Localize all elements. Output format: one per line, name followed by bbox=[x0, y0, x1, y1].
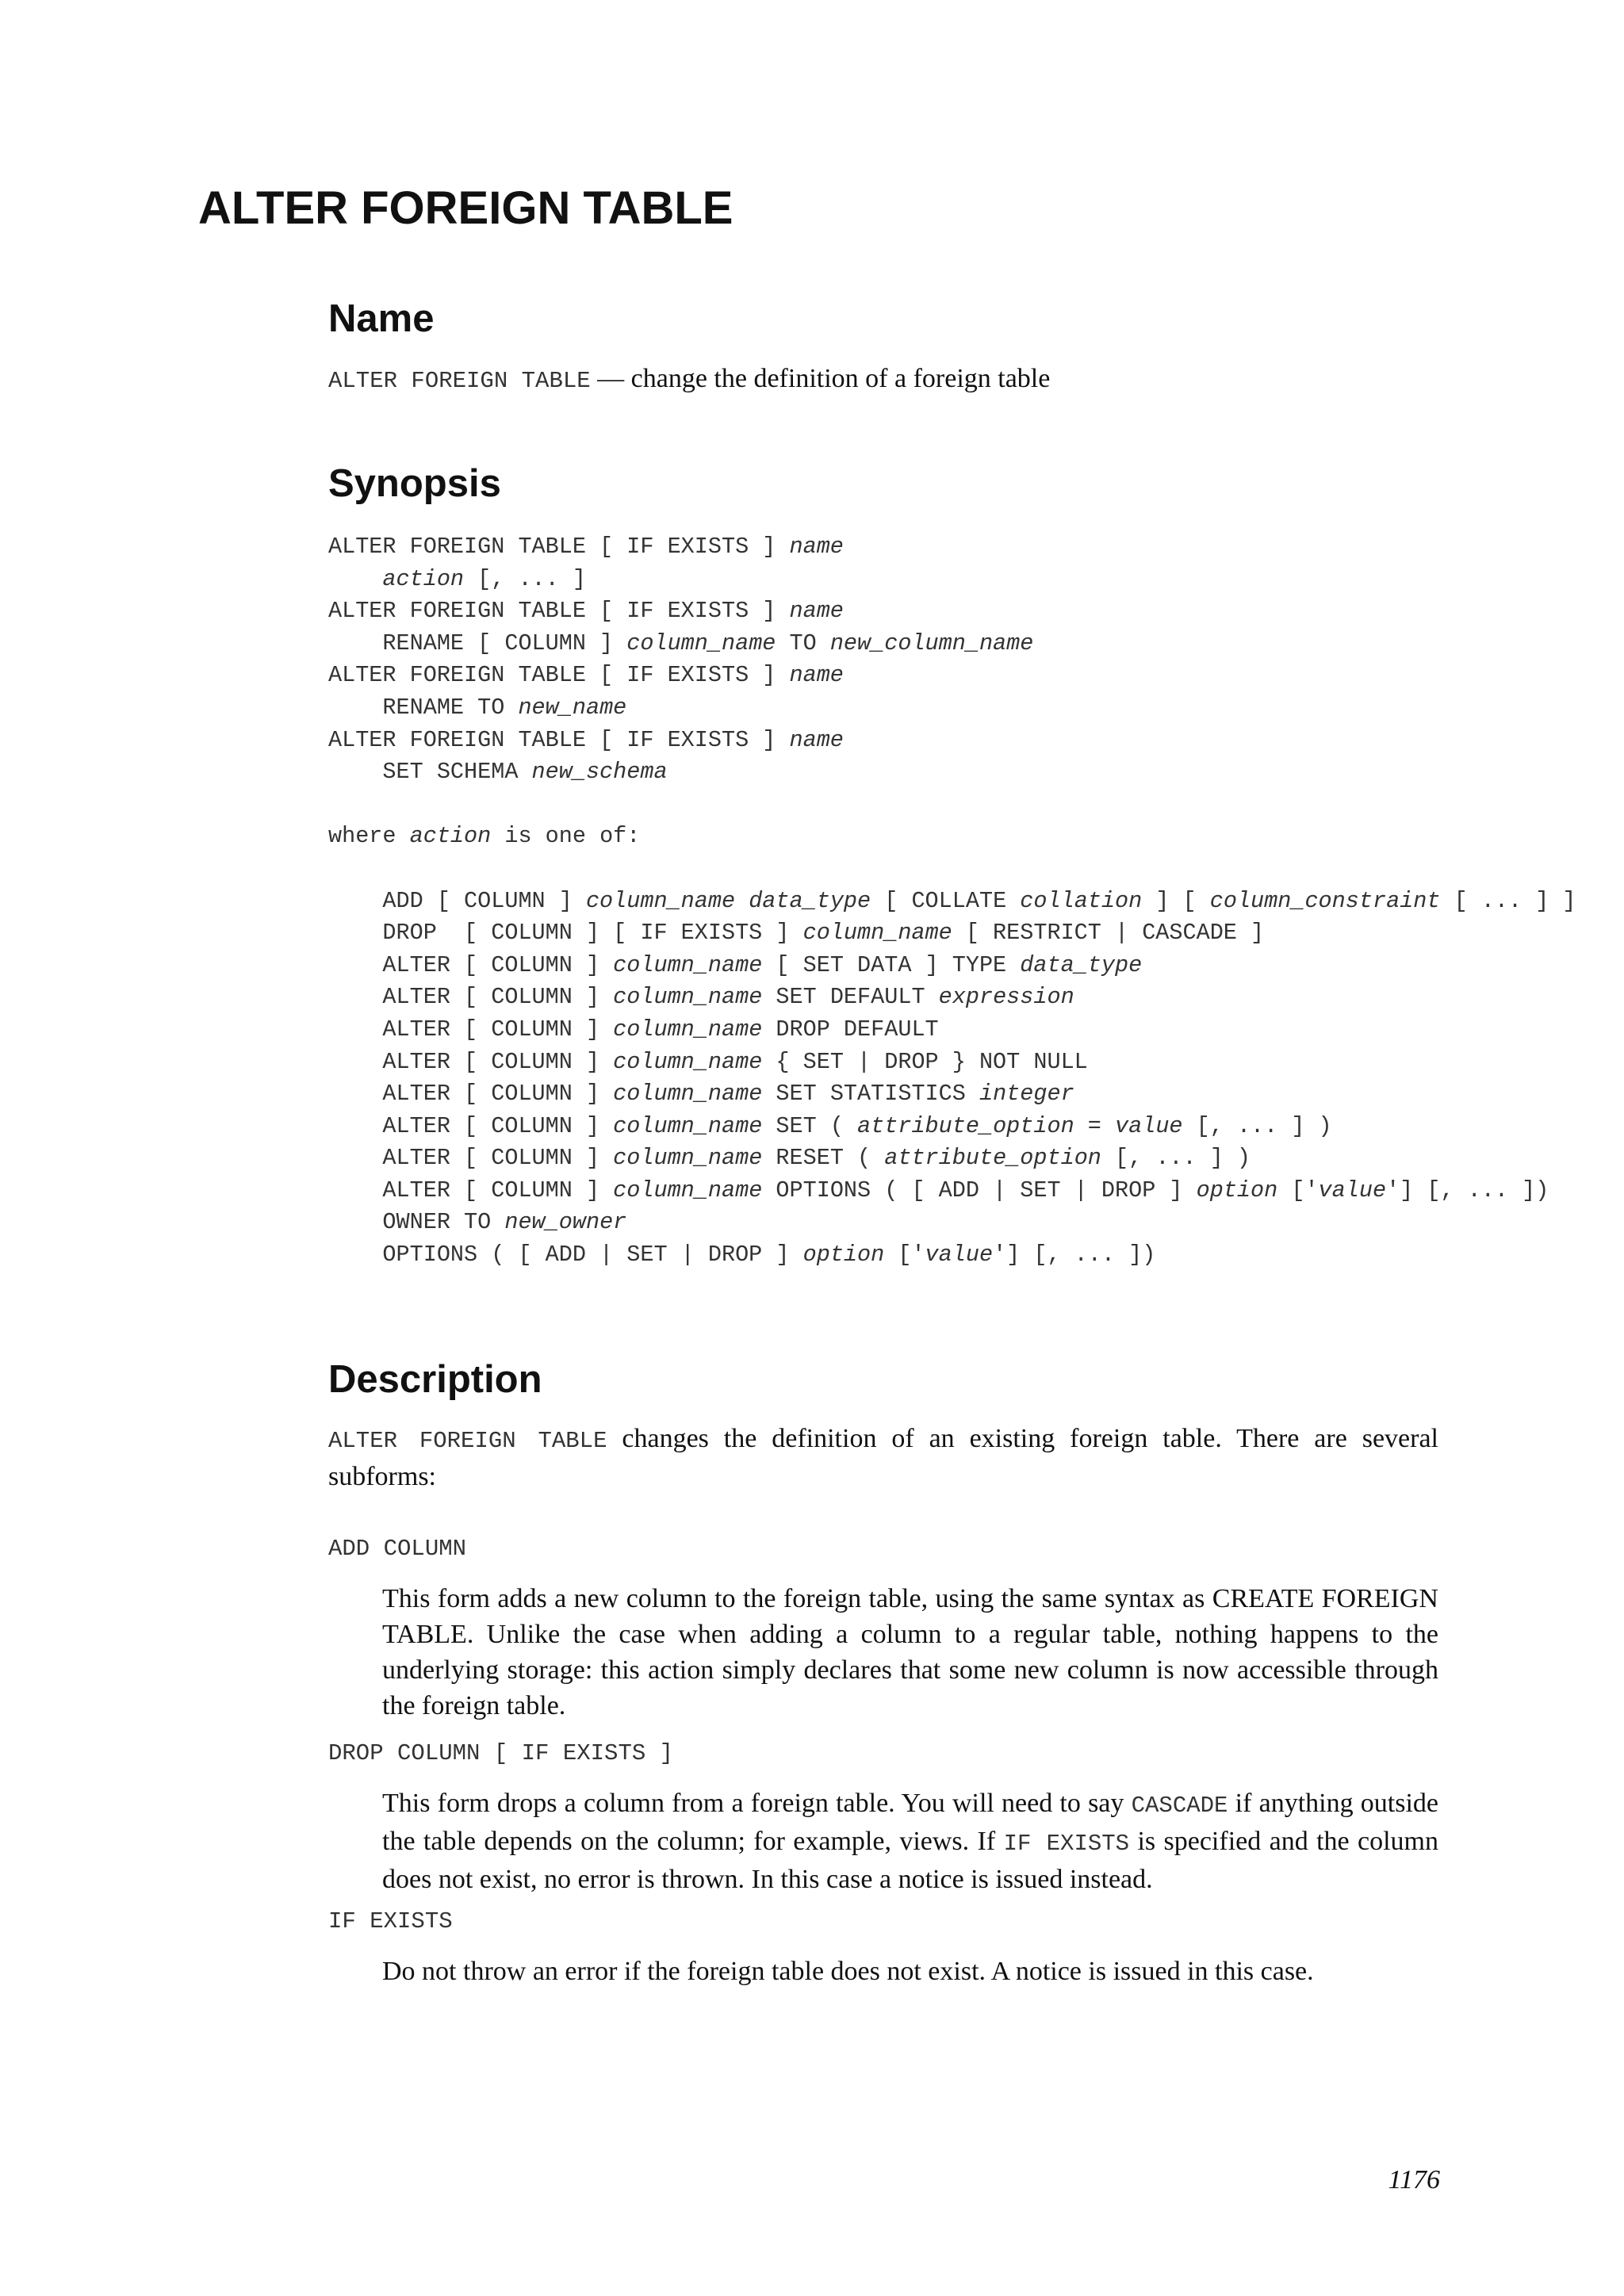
synopsis-heading: Synopsis bbox=[328, 462, 501, 505]
code-cascade: CASCADE bbox=[1131, 1793, 1228, 1819]
definition-drop-column bbox=[382, 1785, 1438, 1897]
definition-if-exists: Do not throw an error if the foreign table does not exist. A notice is issued in this case. bbox=[382, 1957, 1314, 1986]
description-intro-text: changes the definition of an existing foreign table. There are several subforms: bbox=[328, 1424, 1438, 1491]
drop-column-text-1: This form drops a column from a foreign table. You will need to say bbox=[382, 1789, 1132, 1818]
name-purpose bbox=[328, 362, 1050, 399]
code-if-exists: IF EXISTS bbox=[1003, 1831, 1130, 1857]
drop-column-text-2: if anything outside the table depends on the column; for example, views. If bbox=[382, 1789, 1438, 1856]
drop-column-text-3: is specified and the column does not exist, no error is thrown. In this case a notice is issued instead. bbox=[382, 1827, 1438, 1894]
term-if-exists: IF EXISTS bbox=[328, 1908, 453, 1934]
description-intro-command: ALTER FOREIGN TABLE bbox=[328, 1428, 607, 1454]
name-command: ALTER FOREIGN TABLE bbox=[328, 368, 591, 394]
page-number: 1176 bbox=[1388, 2165, 1440, 2195]
description-intro bbox=[328, 1421, 1438, 1494]
term-drop-column: DROP COLUMN [ IF EXISTS ] bbox=[328, 1740, 674, 1766]
description-heading: Description bbox=[328, 1358, 542, 1401]
page-title: ALTER FOREIGN TABLE bbox=[198, 182, 733, 234]
synopsis-code: ALTER FOREIGN TABLE [ IF EXISTS ] name action [, ... ] ALTER FOREIGN TABLE [ IF EXISTS ] name RENAME [ COLUMN ] column_name TO new_column_name ALTER FOREIGN TABLE [ IF EXISTS ] name RENAME TO new_name ALTER FOREIGN TABLE [ IF EXISTS ] name SET SCHEMA new_schema where action is one of: ADD [ COLUMN ] column_name data_type [ COLLATE collation ] [ column_constraint [ ... ] ] DROP [ COLUMN ] [ IF EXISTS ] column_name [ RESTRICT | CASCADE ] ALTER [ COLUMN ] column_name [ SET DATA ] TYPE data_type ALTER [ COLUMN ] column_name SET DEFAULT expression ALTER [ COLUMN ] column_name DROP DEFAULT ALTER [ COLUMN ] column_name { SET | DROP } NOT NULL ALTER [ COLUMN ] column_name SET STATISTICS integer ALTER [ COLUMN ] column_name SET ( attribute_option = value [, ... ] ) ALTER [ COLUMN ] column_name RESET ( attribute_option [, ... ] ) ALTER [ COLUMN ] column_name OPTIONS ( [ ADD | SET | DROP ] option ['value'] [, ... ]) OWNER TO new_owner OPTIONS ( [ ADD | SET | DROP ] option ['value'] [, ... ]) bbox=[328, 534, 1576, 1269]
definition-add-column: This form adds a new column to the foreign table, using the same syntax as CREATE FOREIGN TABLE. Unlike the case when adding a column to a regular table, nothing happens to the underlying storage: this action simply declares that some new column is now accessible through the foreign table. bbox=[382, 1584, 1438, 1720]
term-add-column: ADD COLUMN bbox=[328, 1536, 467, 1562]
name-heading: Name bbox=[328, 297, 435, 340]
name-purpose-text: — change the definition of a foreign table bbox=[590, 364, 1051, 393]
